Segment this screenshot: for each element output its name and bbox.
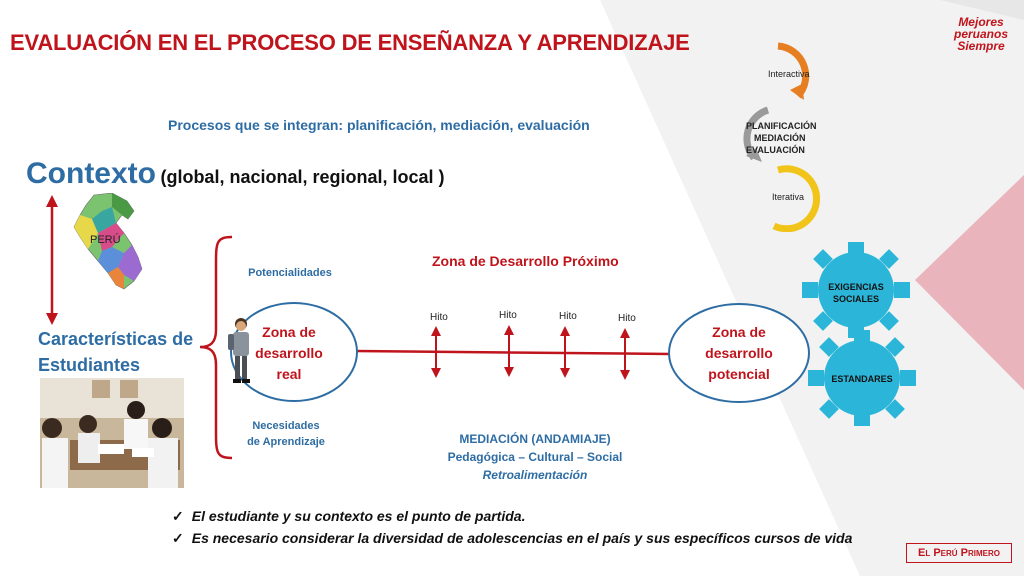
logo-mejores-peruanos (944, 16, 1018, 52)
logo-el-peru-primero: El Perú Primero (906, 543, 1012, 563)
context-student-arrow (42, 195, 62, 325)
needs-label (236, 418, 336, 450)
bullet-item-2 (172, 527, 852, 549)
gear-standards-label: ESTANDARES (831, 374, 893, 384)
real-zone-line1: Zona de (262, 324, 316, 340)
mediation-line2: Pedagógica – Cultural – Social (447, 450, 623, 464)
zdp-label: Zona de Desarrollo Próximo (432, 253, 619, 269)
potential-zone-line3: potencial (708, 366, 770, 382)
needs-line1: Necesidades (252, 420, 320, 432)
logo-top-line1: Mejores (958, 15, 1004, 29)
context-scope: (global, nacional, regional, local ) (160, 167, 445, 187)
check-icon: ✓ (172, 530, 184, 546)
hito-arrow-1 (428, 326, 444, 378)
potentials-label: Potencialidades (248, 267, 332, 279)
context-heading (26, 157, 445, 191)
student-figure (226, 316, 256, 386)
hito-arrow-4 (617, 328, 633, 380)
cycle-planning: PLANIFICACIÓN (746, 121, 817, 131)
needs-line2: de Aprendizaje (247, 436, 325, 448)
hito-label-2: Hito (499, 310, 517, 321)
students-label-line2: Estudiantes (38, 355, 141, 375)
mediation-line3: Retroalimentación (482, 468, 588, 482)
potential-zone-line2: desarrollo (705, 345, 773, 361)
bullet-text-2: Es necesario considerar la diversidad de adolescencias en el país y sus específicos cursos de vida (191, 530, 853, 546)
logo-top-line3: Siempre (957, 39, 1005, 53)
bullet-list (172, 505, 852, 549)
hito-label-1: Hito (430, 312, 448, 323)
mediation-line1: MEDIACIÓN (ANDAMIAJE) (459, 432, 611, 446)
hito-label-4: Hito (618, 313, 636, 324)
page-title: EVALUACIÓN EN EL PROCESO DE ENSEÑANZA Y APRENDIZAJE (10, 30, 690, 55)
gear-social-demands-label (820, 281, 892, 305)
real-zone-line2: desarrollo (255, 345, 323, 361)
cycle-top-label: Interactiva (768, 69, 810, 79)
gear1-line1: EXIGENCIAS (828, 282, 884, 292)
gear1-line2: SOCIALES (832, 294, 879, 304)
potential-zone-line1: Zona de (712, 324, 766, 340)
cycle-bottom-label: Iterativa (772, 192, 805, 202)
real-zone-text (246, 322, 332, 385)
logo-top-line2: peruanos (953, 27, 1008, 41)
bullet-text-1: El estudiante y su contexto es el punto de partida. (191, 508, 526, 524)
students-label-line1: Características de (38, 329, 194, 349)
potential-zone-text (692, 322, 786, 385)
bullet-item-1 (172, 505, 852, 527)
peru-map-label: PERÚ (90, 234, 121, 246)
hito-label-3: Hito (559, 311, 577, 322)
hito-arrow-2 (501, 325, 517, 377)
students-characteristics-label (38, 326, 193, 378)
cycle-mediation: MEDIACIÓN (754, 133, 806, 143)
classroom-photo (40, 378, 184, 488)
check-icon: ✓ (172, 508, 184, 524)
cycle-middle-label (746, 120, 817, 156)
mediation-block (430, 430, 640, 484)
hito-arrow-3 (557, 326, 573, 378)
cycle-evaluation: EVALUACIÓN (746, 145, 805, 155)
real-zone-line3: real (276, 366, 302, 382)
context-word: Contexto (26, 157, 156, 190)
processes-subtitle: Procesos que se integran: planificación, mediación, evaluación (168, 117, 590, 133)
